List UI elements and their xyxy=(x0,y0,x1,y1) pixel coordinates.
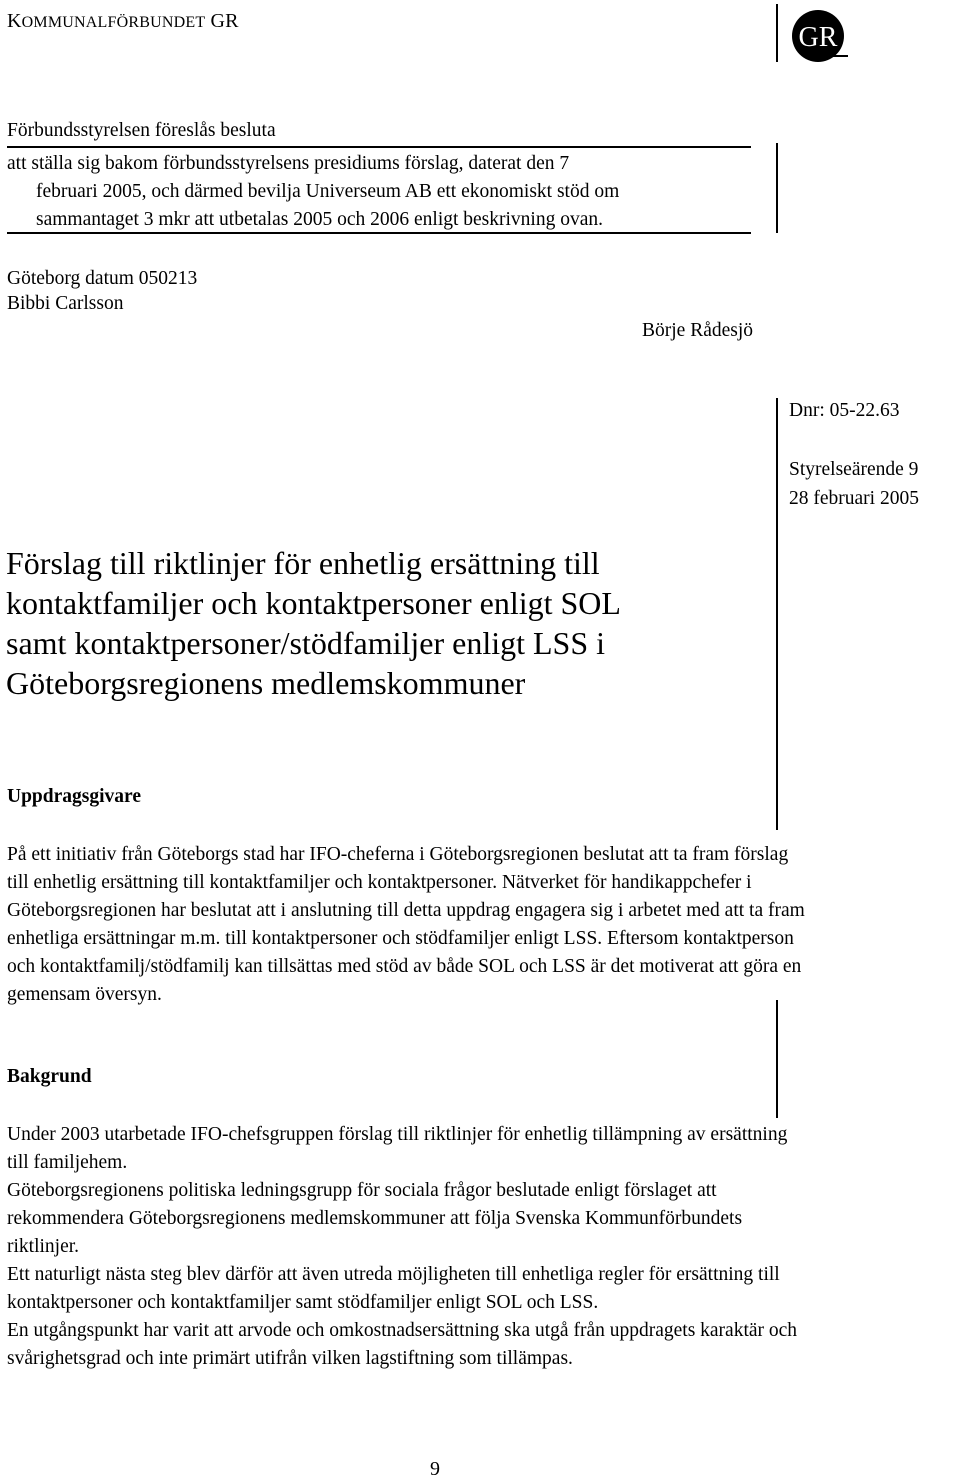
paragraph-line: till enhetlig ersättning till kontaktfamiljer och kontaktpersoner. Nätverket för handikappchefer i xyxy=(7,872,752,893)
case-number: Styrelseärende 9 xyxy=(789,459,919,480)
decision-top-rule xyxy=(7,146,751,148)
decision-line-3: sammantaget 3 mkr att utbetalas 2005 och 2006 enligt beskrivning ovan. xyxy=(36,209,604,230)
title-line-1: Förslag till riktlinjer för enhetlig ersättning till xyxy=(6,545,600,581)
paragraph-line: enhetliga ersättningar m.m. till kontaktpersoner och stödfamiljer enligt LSS. Eftersom kontaktperson xyxy=(7,928,794,949)
title-line-3: samt kontaktpersoner/stödfamiljer enligt LSS i xyxy=(6,625,606,661)
organization-name: KOMMUNALFÖRBUNDET GR xyxy=(7,10,239,32)
section-body-bakgrund xyxy=(7,1121,960,1373)
section-heading-uppdragsgivare: Uppdragsgivare xyxy=(7,786,141,807)
paragraph-line: Göteborgsregionen har beslutat att i anslutning till detta uppdrag engagera sig i arbetet med att ta fram xyxy=(7,900,805,921)
section-body-uppdragsgivare xyxy=(7,841,960,1009)
decision-bottom-rule xyxy=(7,232,751,234)
paragraph-line: En utgångspunkt har varit att arvode och omkostnadsersättning ska utgå från uppdragets karaktär och xyxy=(7,1320,798,1341)
decision-side-rule xyxy=(776,143,778,233)
decision-heading: Förbundsstyrelsen föreslås besluta xyxy=(7,120,276,141)
place-date: Göteborg datum 050213 xyxy=(7,268,198,289)
signatory-right: Börje Rådesjö xyxy=(642,320,754,341)
paragraph-line: riktlinjer. xyxy=(7,1236,80,1257)
signatory-left: Bibbi Carlsson xyxy=(7,293,124,314)
paragraph-line: svårighetsgrad och inte primärt utifrån vilken lagstiftning som tillämpas. xyxy=(7,1348,573,1369)
paragraph-line: gemensam översyn. xyxy=(7,984,162,1005)
paragraph-line: Göteborgsregionens politiska ledningsgrupp för sociala frågor beslutade enligt förslaget att xyxy=(7,1180,717,1201)
paragraph-line: och kontaktfamilj/stödfamilj kan tillsättas med stöd av både SOL och LSS är det motiverat att göra en xyxy=(7,956,802,977)
paragraph-line: kontaktpersoner och kontaktfamiljer samt stödfamiljer enligt SOL och LSS. xyxy=(7,1292,599,1313)
paragraph-line: Under 2003 utarbetade IFO-chefsgruppen förslag till riktlinjer för enhetlig tillämpning av ersättning xyxy=(7,1124,788,1145)
section-heading-bakgrund: Bakgrund xyxy=(7,1066,92,1087)
document-title xyxy=(6,543,621,703)
paragraph-line: Ett naturligt nästa steg blev därför att även utreda möjligheten till enhetliga regler för ersättning till xyxy=(7,1264,780,1285)
paragraph-line: rekommendera Göteborgsregionens medlemskommuner att följa Svenska Kommunförbundets xyxy=(7,1208,743,1229)
case-date: 28 februari 2005 xyxy=(789,488,919,509)
gr-logo xyxy=(790,8,850,64)
page-number: 9 xyxy=(430,1458,440,1480)
meta-side-rule xyxy=(776,398,778,830)
header-divider xyxy=(776,4,778,62)
decision-line-2: februari 2005, och därmed bevilja Universeum AB ett ekonomiskt stöd om xyxy=(36,181,620,202)
decision-line-1: att ställa sig bakom förbundsstyrelsens presidiums förslag, daterat den 7 xyxy=(7,153,570,174)
title-line-4: Göteborgsregionens medlemskommuner xyxy=(6,665,526,701)
dnr-reference: Dnr: 05-22.63 xyxy=(789,400,900,421)
paragraph-line: till familjehem. xyxy=(7,1152,128,1173)
title-line-2: kontaktfamiljer och kontaktpersoner enligt SOL xyxy=(6,585,621,621)
section2-side-rule xyxy=(776,1000,778,1118)
paragraph-line: På ett initiativ från Göteborgs stad har IFO-cheferna i Göteborgsregionen beslutat att ta fram förslag xyxy=(7,844,789,865)
svg-text:GR: GR xyxy=(798,22,838,53)
